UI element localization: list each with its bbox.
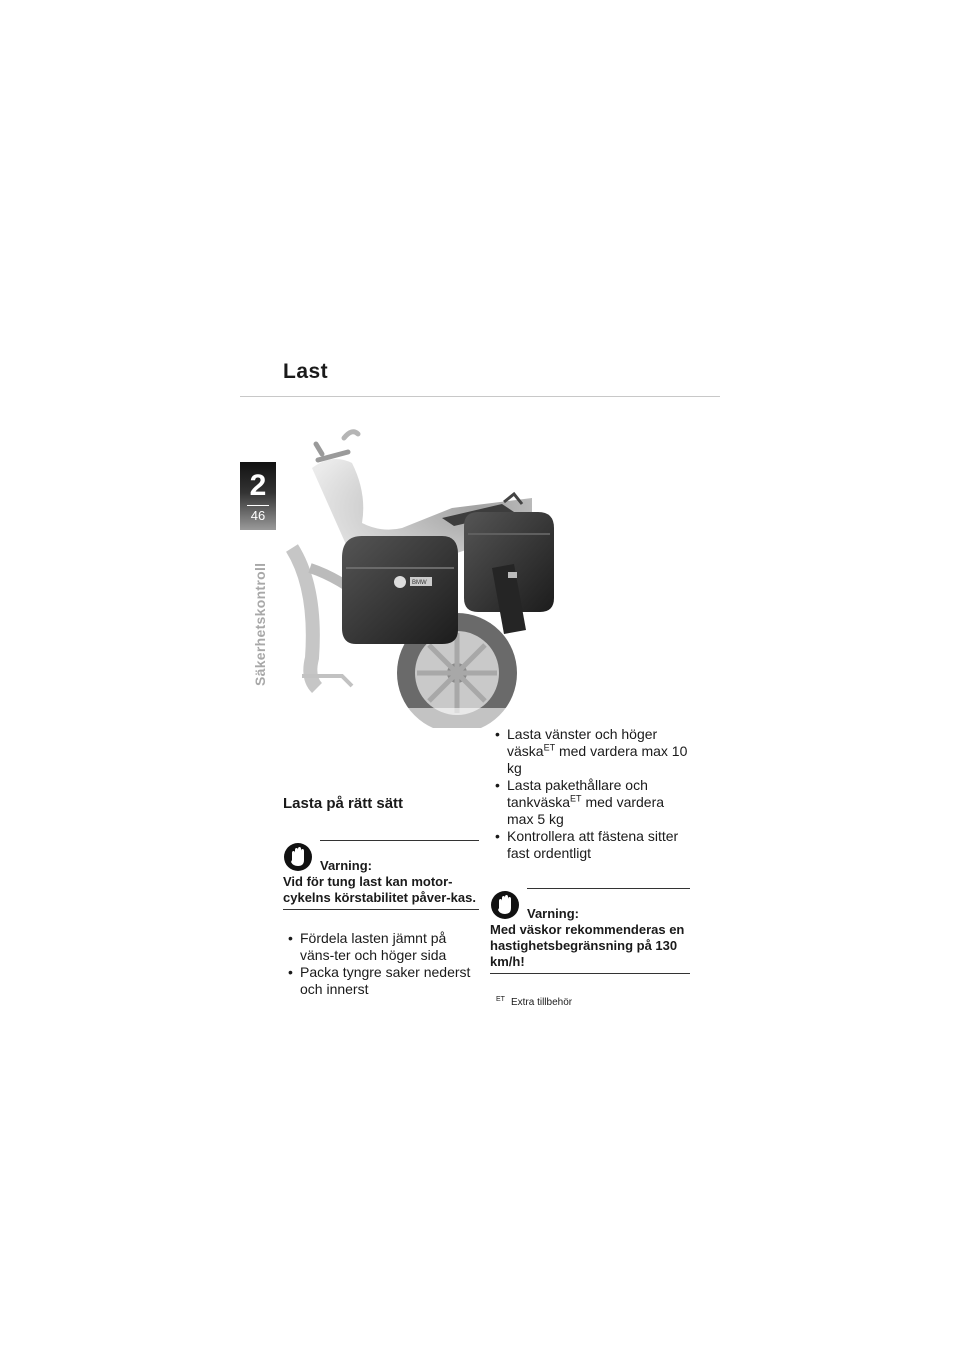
left-column [283,795,479,998]
warning-text: Med väskor rekommenderas en hastighetsbegränsning på 130 km/h! [490,922,690,974]
chapter-divider [247,505,269,506]
list-item: • Fördela lasten jämnt på väns-ter och höger sida [283,930,479,964]
warning-box [283,840,479,910]
section-heading: Lasta på rätt sätt [283,795,404,812]
load-limits-list [490,726,690,862]
motorcycle-luggage-photo [282,418,582,728]
list-item-text: med vardera max 5 kg [507,794,665,827]
warning-rule [320,840,479,841]
page-title: Last [283,360,329,383]
warning-label: Varning: [527,906,580,921]
chapter-number: 2 [249,469,267,502]
warning-label: Varning: [320,858,373,873]
warning-hand-icon [283,842,313,872]
warning-box [490,888,690,974]
footnote-text: Extra tillbehör [510,997,573,1008]
list-item: • Packa tyngre saker nederst och innerst [283,964,479,998]
section-side-label: Säkerhetskontroll [252,562,268,686]
footnote [490,994,690,1011]
bag-badge: BMW [412,580,427,586]
load-bullet-list [283,930,479,998]
list-item-text: Kontrollera att fästena sitter fast ordentligt [507,828,679,861]
page-number: 46 [250,508,266,523]
right-column [490,726,690,1011]
list-item-text: Lasta vänster och höger väska [507,726,658,759]
footnote-mark: ET [496,995,505,1003]
warning-rule [527,888,690,889]
warning-text: Vid för tung last kan motor-cykelns körstabilitet påver-kas. [283,874,479,910]
accessory-mark: ET [570,793,582,804]
accessory-mark: ET [543,742,556,753]
list-item [490,777,690,828]
list-item [490,828,690,862]
list-item-text: Lasta pakethållare och tankväska [507,777,648,810]
warning-hand-icon [490,890,520,920]
title-divider [240,396,720,397]
list-item-text: med vardera max 10 kg [507,743,688,776]
list-item [490,726,690,777]
